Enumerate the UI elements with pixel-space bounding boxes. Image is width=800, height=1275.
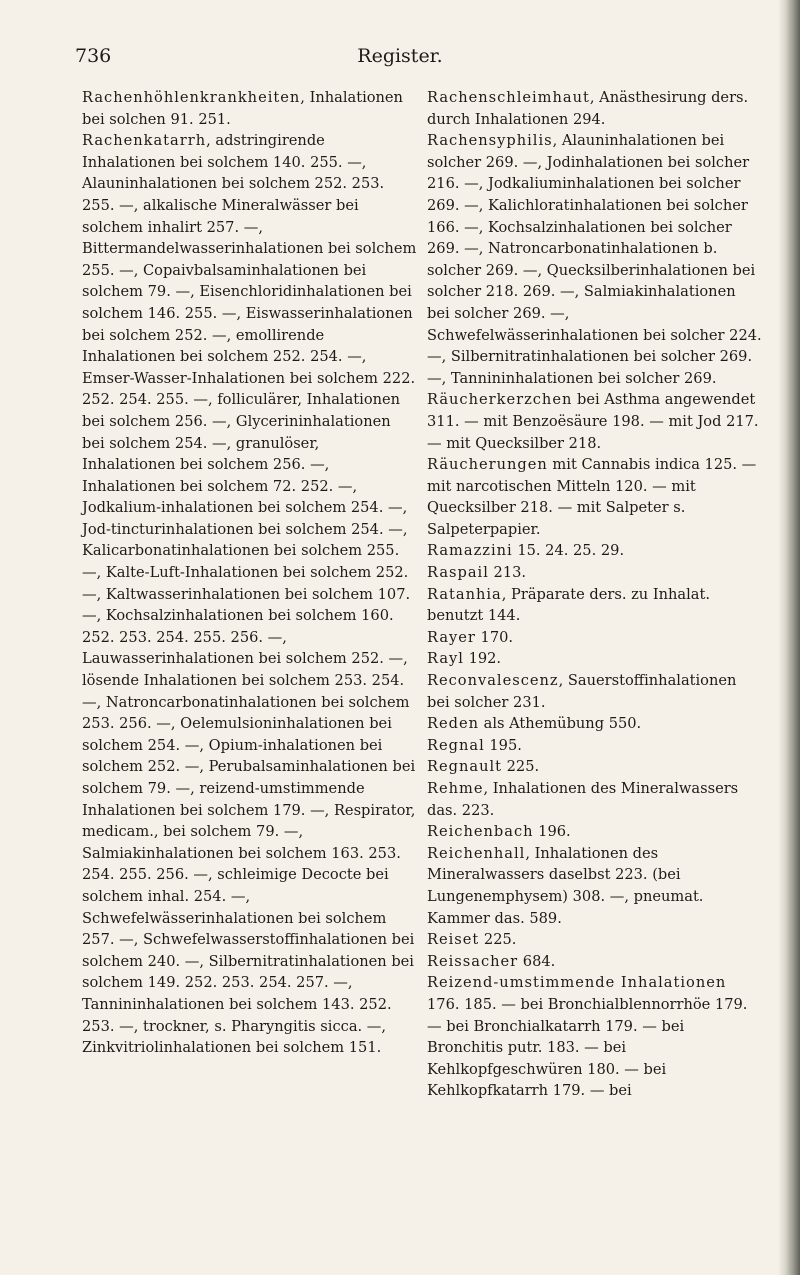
index-entry-headword: Reichenbach: [427, 823, 534, 841]
index-entry-text: 196.: [533, 823, 571, 841]
index-entry: [427, 389, 762, 454]
index-entry-headword: Reden: [427, 715, 480, 733]
page-edge-shadow: [778, 0, 800, 1275]
index-entry-headword: Rayl: [427, 650, 464, 668]
index-entry-text: als Athemübung 550.: [479, 715, 642, 733]
page-number: 736: [75, 45, 112, 67]
index-entry: [427, 540, 762, 562]
index-entry-headword: Rachenhöhlenkrankheiten: [82, 89, 301, 106]
index-entry-headword: Ratanhia: [427, 585, 502, 603]
index-entry: [427, 735, 762, 757]
index-entry: [427, 627, 762, 649]
index-entry-headword: Raspail: [427, 564, 489, 582]
index-entry-headword: Ramazzini: [427, 542, 513, 560]
index-entry: [427, 821, 762, 843]
index-entry-headword: Regnal: [427, 736, 485, 754]
index-entry-headword: Rachenkatarrh: [82, 132, 207, 150]
index-entry: [427, 778, 762, 821]
index-entry-text: 213.: [488, 564, 527, 582]
index-entry-text: bei Asthma angewendet 311. — mit Benzoësäure 198. — mit Jod 217. — mit Quecksilber 218.: [427, 391, 759, 452]
index-entry-text: 684.: [518, 952, 556, 970]
index-entry-text: , Inhalationen des Mineralwassers daselbst 223. (bei Lungenemphysem) 308. —, pneumat. Kammer das. 589.: [427, 844, 704, 927]
index-entry-headword: Rachensyphilis: [427, 132, 553, 150]
index-entry-text: mit Cannabis indica 125. — mit narcotischen Mitteln 120. — mit Quecksilber 218. — mit Salpeter s. Salpeterpapier.: [427, 456, 757, 538]
index-entry-text: 176. 185. — bei Bronchialblennorrhöe 179. — bei Bronchialkatarrh 179. — bei Bronchitis putr. 183. — bei Kehlkopfgeschwüren 180. — bei Kehlkopfkatarrh 179. — bei: [427, 995, 748, 1100]
index-entry-headword: Rayer: [427, 628, 476, 646]
index-entry: [427, 584, 762, 627]
index-entry-headword: Reichenhall: [427, 844, 526, 862]
index-entry: [427, 562, 762, 584]
index-entry-headword: Reizend-umstimmende Inhalationen: [427, 974, 727, 992]
index-entry-headword: Regnault: [427, 758, 502, 776]
index-entry: [427, 670, 762, 713]
index-entry: [427, 756, 762, 778]
index-entry: [427, 648, 762, 670]
index-entry: [82, 130, 417, 1059]
index-entry-headword: Rachenschleimhaut: [427, 89, 590, 106]
index-entry: [427, 454, 762, 540]
index-entry-text: 195.: [484, 736, 522, 754]
index-entry-text: , Inhalationen bei solchen 91. 251.: [82, 89, 403, 128]
index-entry-text: 192.: [463, 650, 502, 668]
index-entry-text: , Präparate ders. zu Inhalat. benutzt 144.: [427, 585, 710, 625]
index-entry-text: , adstringirende Inhalationen bei solchem 140. 255. —, Alauninhalationen bei solchem 252. 253. 255. —, alkalische Mineralwässer bei solchem inhalirt 257. —, Bittermandelwasserinhalationen bei solchem 255. —, Copaivbalsaminhalationen bei solchem 79. —, Eisenchloridinhalationen bei solchem 146. 255. —, Eiswasserinhalationen bei solchem 252. —, emollirende Inhalationen bei solchem 252. 254. —, Emser-Wasser-Inhalationen bei solchem 222. 252. 254. 255. —, folliculärer, Inhalationen bei solchem 256. —, Glycerininhalationen bei solchem 254. —, granulöser, Inhalationen bei solchem 256. —, Inhalationen bei solchem 72. 252. —, Jodkalium-inhalationen bei solchem 254. —, Jod-tincturinhalationen bei solchem 254. —, Kalicarbonatinhalationen bei solchem 255. —, Kalte-Luft-Inhalationen bei solchem 252. —, Kaltwasserinhalationen bei solchem 107. —, Kochsalzinhalationen bei solchem 160. 252. 253. 254. 255. 256. —, Lauwasserinhalationen bei solchem 252. —, lösende Inhalationen bei solchem 253. 254. —, Natroncarbonatinhalationen bei solchem 253. 256. —, Oelemulsioninhalationen bei solchem 254. —, Opium-inhalationen bei solchem 252. —, Perubalsaminhalationen bei solchem 79. —, reizend-umstimmende Inhalationen bei solchem 179. —, Respirator, medicam., bei solchem 79. —, Salmiakinhalationen bei solchem 163. 253. 254. 255. 256. —, schleimige Decocte bei solchem inhal. 254. —, Schwefelwässerinhalationen bei solchem 257. —, Schwefelwasserstoffinhalationen bei solchem 240. —, Silbernitratinhalationen bei solchem 149. 252. 253. 254. 257. —, Tannininhalationen bei solchem 143. 252. 253. —, trockner, s. Pharyngitis sicca. —, Zinkvitriolinhalationen bei solchem 151.: [82, 132, 417, 1057]
index-entry-headword: Reconvalescenz: [427, 672, 559, 690]
index-entry-headword: Reiset: [427, 931, 480, 949]
index-entry-text: , Anästhesirung ders. durch Inhalationen 294.: [427, 89, 749, 128]
index-entry: [427, 843, 762, 929]
index-entry-headword: Reissacher: [427, 952, 519, 970]
index-entry: [427, 713, 762, 735]
page-title: Register.: [357, 45, 443, 67]
index-entry-headword: Räucherkerzchen: [427, 391, 573, 409]
index-entry: [427, 951, 762, 973]
index-entry: [82, 87, 417, 130]
index-entry: [427, 130, 762, 389]
index-entry-text: , Sauerstoffinhalationen bei solcher 231.: [427, 672, 737, 711]
index-entry-text: 225.: [502, 758, 540, 776]
index-entry-headword: Räucherungen: [427, 456, 548, 474]
index-entry: [427, 972, 762, 1102]
index-entry-text: 15. 24. 25. 29.: [512, 542, 625, 560]
left-column: [82, 87, 417, 1059]
index-entry-text: , Inhalationen des Mineralwassers das. 223.: [427, 780, 739, 819]
index-entry: [427, 87, 762, 130]
index-entry-text: 225.: [479, 931, 517, 949]
index-entry: [427, 929, 762, 951]
index-entry-text: , Alauninhalationen bei solcher 269. —, Jodinhalationen bei solcher 216. —, Jodkaliuminhalationen bei solcher 269. —, Kalichloratinhalationen bei solcher 166. —, Kochsalzinhalationen bei solcher 269. —, Natroncarbonatinhalationen b. solcher 269. —, Quecksilberinhalationen bei solcher 218. 269. —, Salmiakinhalationen bei solcher 269. —, Schwefelwässerinhalationen bei solcher 224. —, Silbernitratinhalationen bei solcher 269. —, Tannininhalationen bei solcher 269.: [427, 132, 762, 387]
right-column: [427, 87, 762, 1102]
index-entry-headword: Rehme: [427, 780, 484, 797]
index-entry-text: 170.: [475, 628, 514, 646]
